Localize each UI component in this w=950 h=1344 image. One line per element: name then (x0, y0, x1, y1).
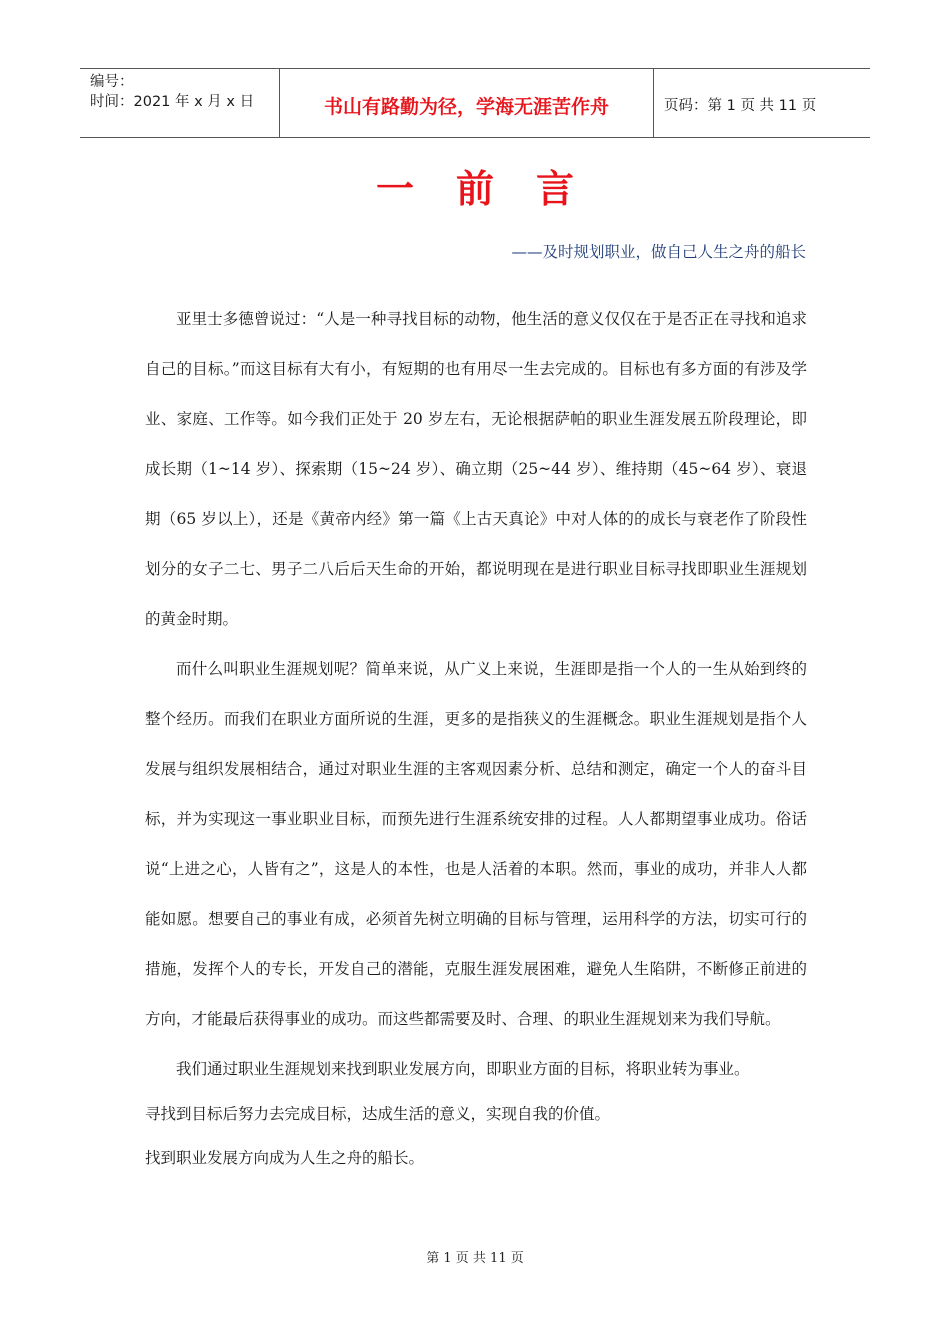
paragraph-1: 亚里士多德曾说过：“人是一种寻找目标的动物，他生活的意义仅仅在于是否正在寻找和追求自己的目标。”而这目标有大有小，有短期的也有用尽一生去完成的。目标也有多方面的有涉及学业、家庭、工作等。如今我们正处于 20 岁左右，无论根据萨帕的职业生涯发展五阶段理论，即成长期（1~14 岁）、探索期（15~24 岁）、确立期（25~44 岁）、维持期（45~64 岁）、衰退期（65 岁以上），还是《黄帝内经》第一篇《上古天真论》中对人体的的成长与衰老作了阶段性划分的女子二七、男子二八后后天生命的开始，都说明现在是进行职业目标寻找即职业生涯规划的黄金时期。 (145, 310, 807, 628)
header-meta (80, 69, 280, 137)
header-table (80, 68, 870, 138)
page-subtitle: ——及时规划职业，做自己人生之舟的船长 (511, 243, 806, 261)
paragraph-4: 寻找到目标后努力去完成目标，达成生活的意义，实现自我的价值。 (145, 1105, 611, 1123)
time-label: 时间：2021 年 x 月 x 日 (90, 94, 255, 110)
number-label: 编号： (90, 74, 134, 90)
body-content (145, 294, 807, 1171)
page-title: 一前言 (375, 167, 616, 211)
paragraph-2: 而什么叫职业生涯规划呢？简单来说，从广义上来说，生涯即是指一个人的一生从始到终的整个经历。而我们在职业方面所说的生涯，更多的是指狭义的生涯概念。职业生涯规划是指个人发展与组织发展相结合，通过对职业生涯的主客观因素分析、总结和测定，确定一个人的奋斗目标，并为实现这一事业职业目标，而预先进行生涯系统安排的过程。人人都期望事业成功。俗话说“上进之心，人皆有之”，这是人的本性，也是人活着的本职。然而，事业的成功，并非人人都能如愿。想要自己的事业有成，必须首先树立明确的目标与管理，运用科学的方法，切实可行的措施，发挥个人的专长，开发自己的潜能，克服生涯发展困难，避免人生陷阱，不断修正前进的方向，才能最后获得事业的成功。而这些都需要及时、合理、的职业生涯规划来为我们导航。 (145, 660, 807, 1028)
paragraph-5: 找到职业发展方向成为人生之舟的船长。 (145, 1149, 425, 1167)
page-footer: 第 1 页 共 11 页 (426, 1251, 524, 1266)
header-page-code: 页码：第 1 页 共 11 页 (664, 97, 817, 114)
header-motto: 书山有路勤为径，学海无涯苦作舟 (280, 69, 654, 137)
paragraph-3: 我们通过职业生涯规划来找到职业发展方向，即职业方面的目标，将职业转为事业。 (176, 1060, 750, 1078)
